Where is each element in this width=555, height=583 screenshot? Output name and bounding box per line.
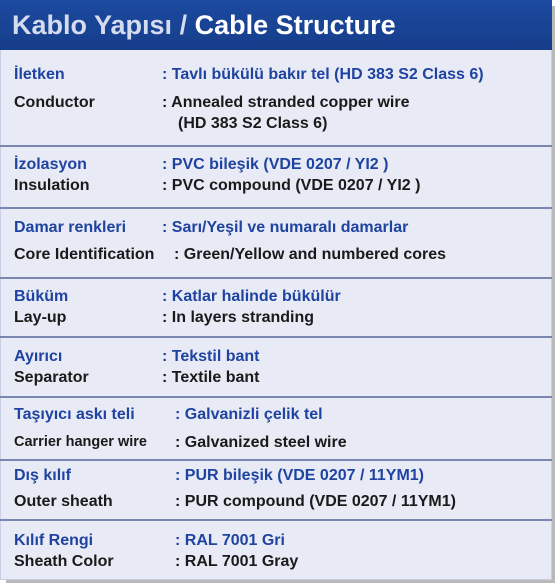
- row-sheath-color-label-tr: Kılıf Rengi: [14, 532, 94, 549]
- row-separator-value-en: : Textile bant: [162, 369, 260, 386]
- row-carrier-value-en: : Galvanized steel wire: [175, 434, 347, 451]
- header-title-tr: Kablo Yapısı: [12, 10, 173, 40]
- row-divider: [0, 519, 552, 521]
- row-separator-value-tr: : Tekstil bant: [162, 348, 260, 365]
- row-insulation-label-en: Insulation: [14, 177, 90, 194]
- row-carrier-value-tr: : Galvanizli çelik tel: [175, 406, 323, 423]
- header-separator: /: [179, 10, 188, 40]
- panel-header: [0, 0, 552, 50]
- row-separator-label-tr: Ayırıcı: [14, 348, 63, 365]
- row-outer-sheath-label-en: Outer sheath: [14, 493, 113, 510]
- row-insulation-value-en: : PVC compound (VDE 0207 / YI2 ): [162, 177, 421, 194]
- row-divider: [0, 459, 552, 461]
- row-sheath-color-value-en: : RAL 7001 Gray: [175, 553, 299, 570]
- row-conductor-label-en: Conductor: [14, 94, 95, 111]
- row-divider: [0, 145, 552, 147]
- row-divider: [0, 277, 552, 279]
- row-conductor-label-tr: İletken: [14, 66, 65, 83]
- row-insulation-value-tr: : PVC bileşik (VDE 0207 / YI2 ): [162, 156, 389, 173]
- row-layup-label-tr: Büküm: [14, 288, 69, 305]
- row-core-id-label-tr: Damar renkleri: [14, 219, 127, 236]
- row-layup-label-en: Lay-up: [14, 309, 67, 326]
- row-core-id-label-en: Core Identification: [14, 246, 155, 263]
- row-sheath-color-value-tr: : RAL 7001 Gri: [175, 532, 285, 549]
- row-layup-value-en: : In layers stranding: [162, 309, 315, 326]
- header-title-en: Cable Structure: [194, 10, 396, 40]
- row-layup-value-tr: : Katlar halinde bükülür: [162, 288, 341, 305]
- row-conductor-value-tr: : Tavlı bükülü bakır tel (HD 383 S2 Class 6): [162, 66, 484, 83]
- row-conductor-value-en: : Annealed stranded copper wire: [162, 94, 410, 111]
- row-divider: [0, 207, 552, 209]
- row-divider: [0, 396, 552, 398]
- row-outer-sheath-value-en: : PUR compound (VDE 0207 / 11YM1): [175, 493, 456, 510]
- row-carrier-label-tr: Taşıyıcı askı teli: [14, 406, 135, 423]
- row-carrier-label-en: Carrier hanger wire: [14, 434, 147, 450]
- row-core-id-value-tr: : Sarı/Yeşil ve numaralı damarlar: [162, 219, 409, 236]
- row-conductor-value-en-cont: (HD 383 S2 Class 6): [178, 115, 328, 132]
- row-core-id-value-en: : Green/Yellow and numbered cores: [174, 246, 447, 263]
- row-separator-label-en: Separator: [14, 369, 89, 386]
- row-outer-sheath-value-tr: : PUR bileşik (VDE 0207 / 11YM1): [175, 467, 424, 484]
- row-sheath-color-label-en: Sheath Color: [14, 553, 114, 570]
- row-insulation-label-tr: İzolasyon: [14, 156, 87, 173]
- row-divider: [0, 336, 552, 338]
- row-outer-sheath-label-tr: Dış kılıf: [14, 467, 71, 484]
